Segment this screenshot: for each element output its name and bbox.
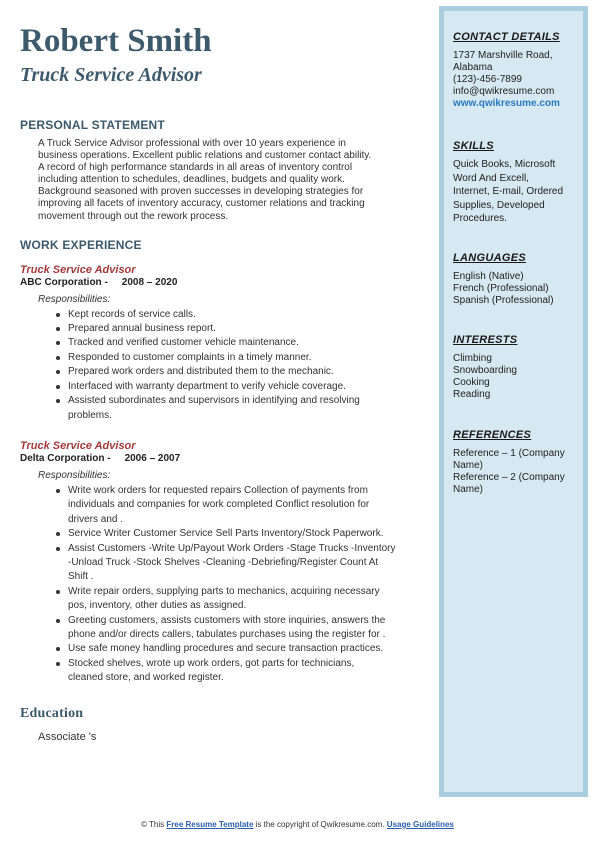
job-title: Truck Service Advisor: [20, 263, 136, 276]
list-item-line: pos, inventory, other duties as assigned.: [68, 600, 247, 612]
footer-copyright-text: is the copyright of Qwikresume.com.: [255, 820, 385, 829]
interests-section: [453, 334, 575, 401]
candidate-job-title: Truck Service Advisor: [20, 64, 202, 86]
list-item-line: Responded to customer complaints in a timely manner.: [68, 351, 312, 363]
phone-number: (123)-456-7899: [453, 74, 522, 85]
list-item: [56, 585, 425, 614]
skills-heading: SKILLS: [453, 140, 494, 152]
list-item: [56, 394, 425, 423]
list-item: [56, 308, 425, 322]
summary-line: business operations. Excellent public relations and customer contact ability.: [38, 150, 372, 162]
responsibilities-list: [56, 308, 425, 423]
personal-statement-text: [38, 138, 425, 223]
list-item-line: Assisted subordinates and supervisors in identifying and resolving: [68, 395, 360, 407]
list-item-line: individuals and companies for work completed Conflict resolution for: [68, 499, 370, 511]
list-item-line: -Unload Truck -Stock Shelves -Cleaning -Debriefing/Register Count At: [68, 556, 379, 568]
sidebar-panel: [444, 11, 583, 792]
list-item-line: Write work orders for requested repairs Collection of payments from: [68, 484, 368, 496]
skills-line: Word And Excell,: [453, 172, 529, 184]
free-resume-template-link[interactable]: Free Resume Template: [166, 820, 254, 829]
skills-line: Procedures.: [453, 213, 507, 224]
languages-list: [453, 271, 575, 307]
skills-line: Quick Books, Microsoft: [453, 159, 556, 170]
list-item-line: Kept records of service calls.: [68, 308, 196, 320]
contact-heading: CONTACT DETAILS: [453, 31, 560, 43]
reference-line: Name): [453, 483, 484, 495]
personal-statement-section: [20, 118, 425, 223]
job-title: Truck Service Advisor: [20, 439, 136, 452]
summary-line: A Truck Service Advisor professional with over 10 years experience in: [38, 138, 346, 149]
footer-prefix: © This: [141, 820, 165, 829]
list-item: [56, 542, 425, 585]
list-item-line: drivers and .: [68, 513, 124, 525]
interest-item: Snowboarding: [453, 364, 517, 376]
contact-section: [453, 31, 575, 110]
education-entry: Associate 's: [38, 730, 97, 743]
job-company: ABC Corporation -: [20, 276, 108, 288]
list-item: [56, 642, 425, 656]
personal-statement-heading: PERSONAL STATEMENT: [20, 118, 165, 132]
language-item: English (Native): [453, 270, 524, 282]
language-item: French (Professional): [453, 282, 549, 294]
list-item: [56, 614, 425, 643]
summary-line: improving all facets of inventory accuracy, customer relations and tracking: [38, 198, 365, 210]
responsibilities-list: [56, 484, 425, 686]
job-entry: [20, 440, 425, 686]
interests-list: [453, 353, 575, 401]
list-item-line: Stocked shelves, wrote up work orders, got parts for technicians,: [68, 657, 355, 669]
list-item: [56, 380, 425, 394]
references-section: [453, 429, 575, 496]
list-item-line: Greeting customers, assists customers with store inquiries, answers the: [68, 614, 386, 626]
languages-section: [453, 252, 575, 307]
list-item-line: Shift .: [68, 571, 94, 583]
job-company-dates: [20, 277, 425, 289]
list-item-line: Use safe money handling procedures and secure transaction practices.: [68, 643, 384, 655]
website-link[interactable]: www.qwikresume.com: [453, 98, 560, 109]
address-line: 1737 Marshville Road,: [453, 50, 553, 61]
usage-guidelines-link[interactable]: Usage Guidelines: [386, 820, 454, 829]
footer: [0, 820, 595, 829]
languages-heading: LANGUAGES: [453, 251, 526, 264]
skills-text: [453, 158, 575, 226]
references-list: [453, 448, 575, 496]
reference-line: Reference – 1 (Company: [453, 447, 565, 459]
list-item: [56, 484, 425, 527]
main-column: [20, 22, 425, 743]
address-line: Alabama: [453, 62, 493, 73]
reference-line: Reference – 2 (Company: [453, 471, 565, 483]
job-company: Delta Corporation -: [20, 452, 111, 464]
list-item-line: Service Writer Customer Service Sell Parts Inventory/Stock Paperwork.: [68, 528, 384, 540]
list-item: [56, 336, 425, 350]
job-entry: [20, 264, 425, 423]
summary-line: Background seasoned with proven successes in developing strategies for: [38, 186, 364, 198]
list-item-line: Write repair orders, supplying parts to mechanics, acquiring necessary: [68, 585, 380, 597]
summary-line: including attention to schedules, deadlines, budgets and quality work.: [38, 174, 345, 186]
contact-details: [453, 50, 575, 110]
list-item-line: Prepared work orders and distributed them to the mechanic.: [68, 366, 334, 378]
responsibilities-label: Responsibilities:: [38, 293, 111, 305]
reference-item: [453, 448, 575, 472]
list-item: [56, 657, 425, 686]
language-item: Spanish (Professional): [453, 294, 554, 306]
candidate-name: Robert Smith: [20, 23, 212, 59]
education-heading: Education: [20, 705, 84, 721]
list-item-line: problems.: [68, 409, 112, 421]
list-item: [56, 351, 425, 365]
list-item-line: Tracked and verified customer vehicle maintenance.: [68, 337, 299, 349]
summary-line: movement through out the rework process.: [38, 210, 229, 222]
list-item-line: cleaned store, and worked register.: [68, 672, 224, 684]
list-item-line: Interfaced with warranty department to verify vehicle coverage.: [68, 380, 346, 392]
summary-line: A record of high performance standards in all areas of inventory control: [38, 162, 353, 174]
reference-line: Name): [453, 459, 484, 471]
skills-line: Supplies, Developed: [453, 199, 545, 211]
interests-heading: INTERESTS: [453, 333, 518, 346]
interest-item: Cooking: [453, 376, 490, 388]
skills-section: [453, 140, 575, 226]
job-dates: 2008 – 2020: [121, 276, 178, 288]
list-item: [56, 365, 425, 379]
work-experience-heading: WORK EXPERIENCE: [20, 237, 142, 252]
list-item-line: Assist Customers -Write Up/Payout Work Orders -Stage Trucks -Inventory: [68, 542, 396, 554]
list-item-line: Prepared annual business report.: [68, 323, 216, 335]
interest-item: Reading: [453, 388, 491, 400]
interest-item: Climbing: [453, 352, 492, 364]
list-item-line: phone and/or directs callers, tabulates purchases using the register for .: [68, 628, 386, 640]
list-item: [56, 322, 425, 336]
references-heading: REFERENCES: [453, 428, 532, 441]
work-experience-section: [20, 238, 425, 686]
education-section: [20, 706, 425, 743]
job-dates: 2006 – 2007: [124, 452, 181, 464]
reference-item: [453, 472, 575, 496]
sidebar: [439, 6, 588, 797]
job-company-dates: [20, 453, 425, 465]
email-address[interactable]: info@qwikresume.com: [453, 86, 555, 97]
skills-line: Internet, E-mail, Ordered: [453, 186, 564, 197]
responsibilities-label: Responsibilities:: [38, 469, 111, 481]
list-item: [56, 527, 425, 541]
